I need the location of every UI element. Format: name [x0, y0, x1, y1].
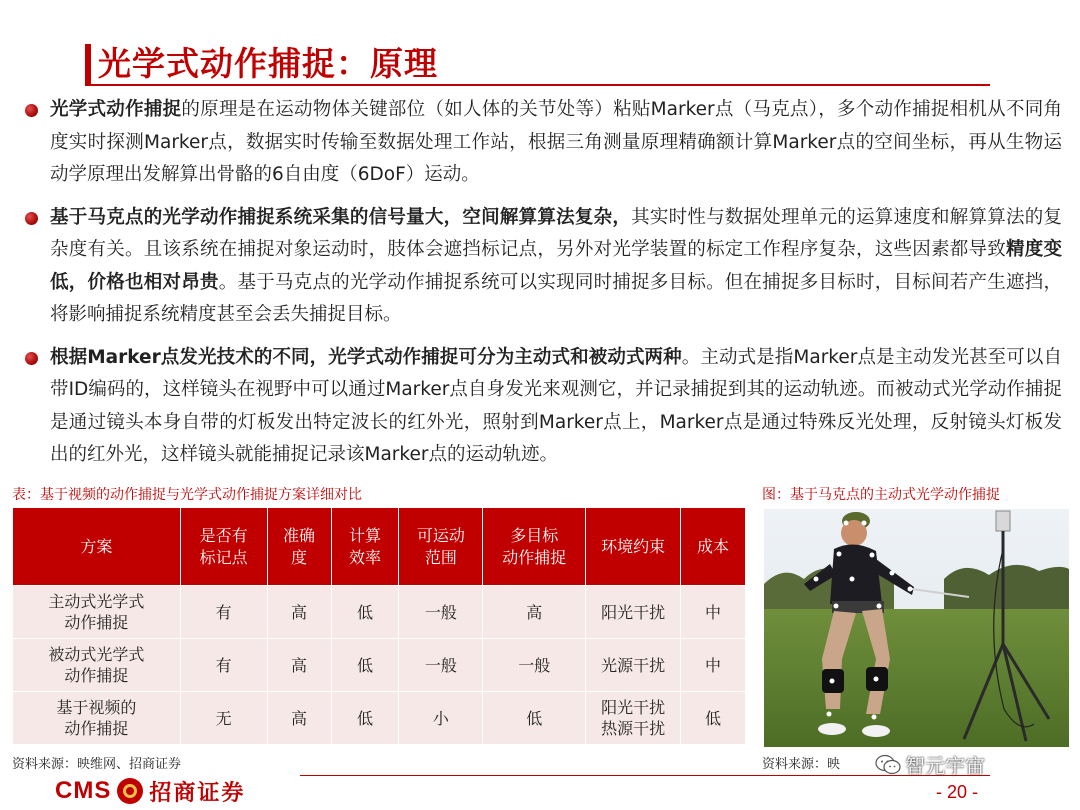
table-cell: 无: [180, 692, 267, 745]
table-header-cell: 环境约束: [586, 508, 681, 586]
bullet-item: [22, 202, 1062, 332]
table-cell: 高: [267, 639, 331, 692]
table-cell: 有: [180, 586, 267, 639]
page-title: 光学式动作捕捉：原理: [98, 44, 438, 83]
table-cell: 低: [483, 692, 586, 745]
table-cell: 小: [399, 692, 483, 745]
table-header-cell: 可运动 范围: [399, 508, 483, 586]
table-header-cell: 准确 度: [267, 508, 331, 586]
table-header-cell: 方案: [13, 508, 181, 586]
bullet-dot-icon: [25, 352, 38, 365]
table-row-label: 被动式光学式 动作捕捉: [13, 639, 181, 692]
table-cell: 低: [331, 639, 399, 692]
table-cell: 一般: [483, 639, 586, 692]
logo-text: CMS: [55, 777, 112, 804]
table-row: [13, 692, 746, 745]
bullet-dot-icon: [25, 104, 38, 117]
table-cell: 低: [331, 586, 399, 639]
table-row-label: 主动式光学式 动作捕捉: [13, 586, 181, 639]
bullet-text: 其实时性与数据处理单元的运算速度和解算算法的复杂度有关。且该系统在捕捉对象运动时，肢体会遮挡标记点，另外对光学装置的标定工作程序复杂，这些因素都导致: [50, 206, 1062, 260]
bullet-text: 。基于马克点的光学动作捕捉系统可以实现同时捕捉多目标。但在捕捉多目标时，目标间若产生遮挡，将影响捕捉系统精度甚至会丢失捕捉目标。: [50, 271, 1062, 325]
table-cell: 高: [267, 586, 331, 639]
table-header-row: [13, 508, 746, 586]
bullet-emphasis: 光学式动作捕捉: [50, 99, 182, 120]
bullet-item: [22, 94, 1062, 192]
figure-caption: 图：基于马克点的主动式光学动作捕捉: [762, 487, 1000, 503]
table-source-note: 资料来源：映维网、招商证券: [12, 757, 182, 772]
table-cell: 中: [681, 586, 746, 639]
table-body: [13, 586, 746, 745]
bullet-list: [22, 94, 1062, 472]
table-row-label: 基于视频的 动作捕捉: [13, 692, 181, 745]
table-cell: 阳光干扰: [586, 586, 681, 639]
table-cell: 有: [180, 639, 267, 692]
table-header-cell: 多目标 动作捕捉: [483, 508, 586, 586]
bullet-emphasis: 精度变低，价格也相对昂贵: [50, 239, 1062, 293]
logo-chinese-text: 招商证券: [149, 779, 246, 806]
bullet-emphasis: 基于马克点的光学动作捕捉系统采集的信号量大，空间解算算法复杂，: [50, 206, 632, 228]
table-cell: 低: [681, 692, 746, 745]
bullet-emphasis: 根据Marker点发光技术的不同，光学式动作捕捉可分为主动式和被动式两种: [50, 346, 682, 368]
wechat-watermark: [875, 750, 985, 779]
table-cell: 光源干扰: [586, 639, 681, 692]
bullet-text: 的原理是在运动物体关键部位（如人体的关节处等）粘贴Marker点（马克点），多个动作捕捉相机从不同角度实时探测Marker点，数据实时传输至数据处理工作站，根据三角测量原理精确额计算Marker点的空间坐标，再从生物运动学原理出发解算出骨骼的6自由度（6DoF）运动。: [50, 99, 1062, 185]
bullet-dot-icon: [25, 212, 38, 225]
table-header-cell: 计算 效率: [331, 508, 399, 586]
table-caption: 表：基于视频的动作捕捉与光学式动作捕捉方案详细对比: [12, 487, 362, 503]
table-cell: 高: [483, 586, 586, 639]
table-header-cell: 是否有 标记点: [180, 508, 267, 586]
motion-capture-photo: [764, 509, 1069, 747]
figure-source-note: 资料来源：映: [762, 757, 841, 772]
table-header-cell: 成本: [681, 508, 746, 586]
table-cell: 一般: [399, 639, 483, 692]
table-cell: 阳光干扰 热源干扰: [586, 692, 681, 745]
bullet-text: 。主动式是指Marker点是主动发光甚至可以自带ID编码的，这样镜头在视野中可以通过Marker点自身发光来观测它，并记录捕捉到其的运动轨迹。而被动式光学动作捕捉是通过镜头本身自带的灯板发出特定波长的红外光，照射到Marker点上，Marker点是通过特殊反光处理，反射镜头灯板发出的红外光，这样镜头就能捕捉记录该Marker点的运动轨迹。: [50, 346, 1063, 465]
title-divider: [85, 84, 990, 86]
bullet-item: [22, 342, 1062, 472]
table-cell: 中: [681, 639, 746, 692]
table-row: [13, 639, 746, 692]
table-cell: 低: [331, 692, 399, 745]
title-accent-bar: [85, 44, 91, 84]
wechat-icon: [875, 754, 901, 776]
cms-logo: [55, 776, 245, 806]
table-cell: 高: [267, 692, 331, 745]
comparison-table: [12, 507, 746, 745]
table-row: [13, 586, 746, 639]
page-number: - 20 -: [936, 782, 979, 802]
table-cell: 一般: [399, 586, 483, 639]
logo-seal-icon: [117, 778, 143, 804]
wechat-label: 智元宇宙: [905, 754, 985, 778]
